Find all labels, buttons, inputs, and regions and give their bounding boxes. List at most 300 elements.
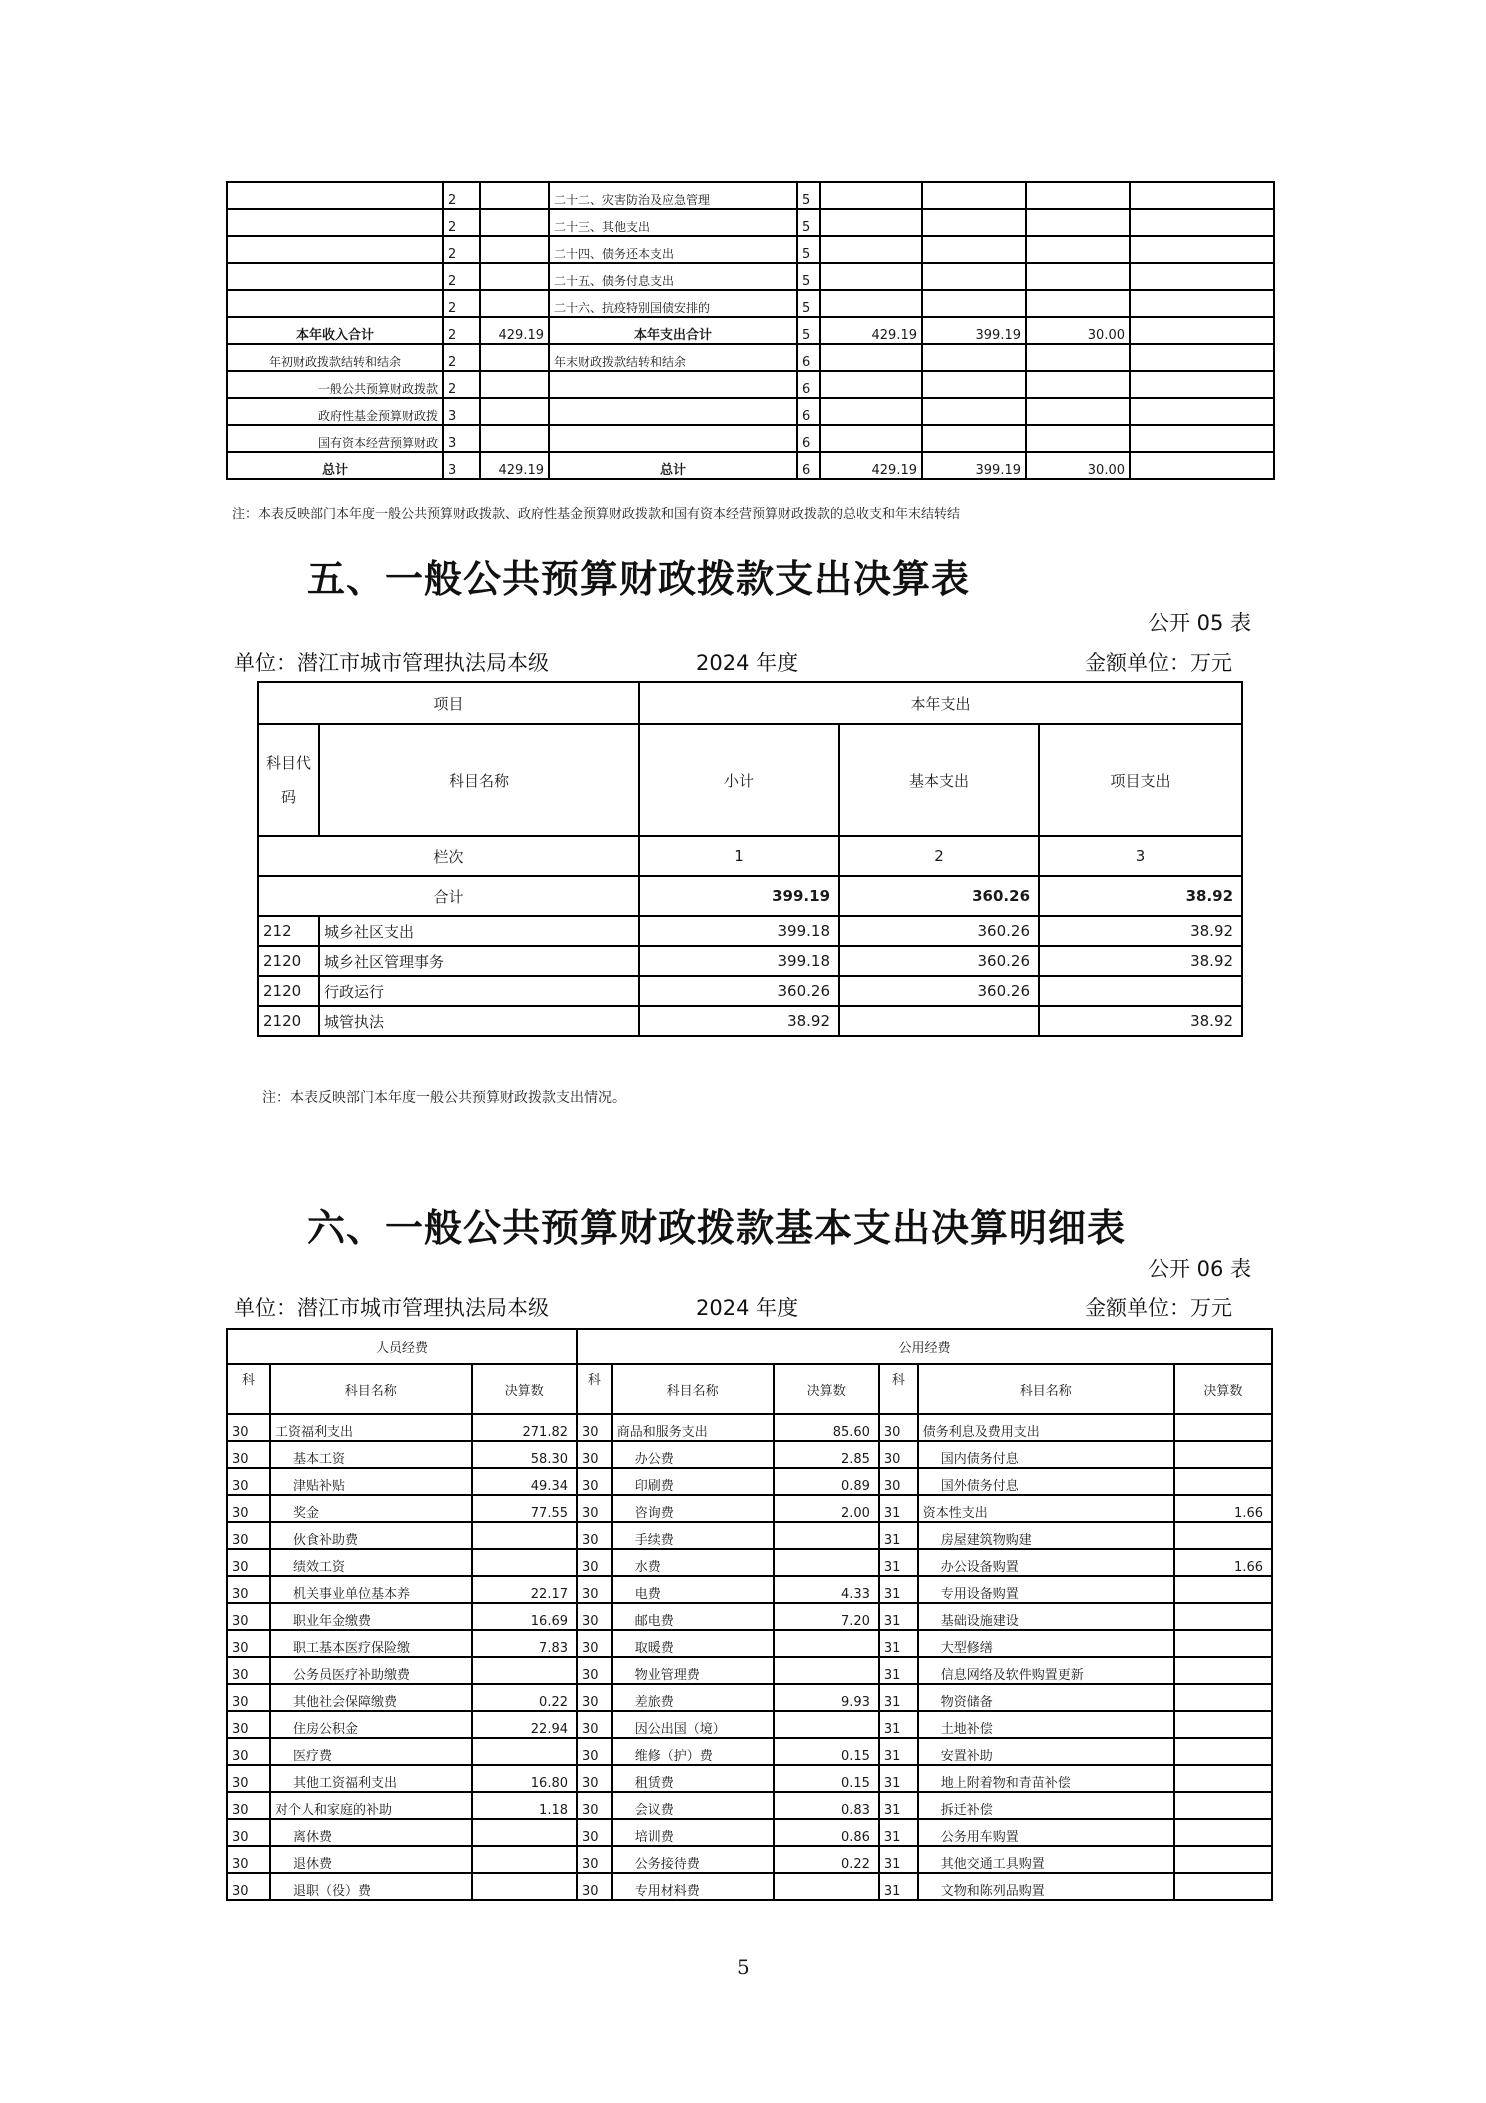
expense-basic [922,209,1026,236]
goods-name: 水费 [612,1549,774,1576]
capital-code: 31 [879,1738,918,1765]
table-row [227,344,1274,371]
basic-value [839,1006,1039,1036]
expense-other [1130,263,1274,290]
subject-name: 城乡社区管理事务 [319,946,639,976]
personnel-amount [472,1846,577,1873]
personnel-code: 30 [227,1603,270,1630]
personnel-amount: 49.34 [472,1468,577,1495]
expense-total [820,425,922,452]
income-label: 总计 [227,452,443,479]
goods-amount: 9.93 [774,1684,879,1711]
personnel-amount: 22.94 [472,1711,577,1738]
table-row [258,976,1242,1006]
capital-name: 基础设施建设 [918,1603,1174,1630]
goods-code: 30 [577,1819,612,1846]
personnel-name: 机关事业单位基本养 [270,1576,472,1603]
table-row [227,1495,1272,1522]
goods-name: 商品和服务支出 [612,1414,774,1441]
subject-code: 2120 [258,1006,319,1036]
table-row [227,1846,1272,1873]
expense-line-no: 6 [797,371,820,398]
personnel-name: 其他社会保障缴费 [270,1684,472,1711]
capital-amount [1174,1846,1272,1873]
expense-other [1130,344,1274,371]
income-line-no: 2 [443,209,480,236]
goods-name: 物业管理费 [612,1657,774,1684]
subject-name: 行政运行 [319,976,639,1006]
personnel-amount [472,1873,577,1900]
goods-code: 30 [577,1711,612,1738]
capital-amount [1174,1468,1272,1495]
expense-label [549,371,797,398]
personnel-amount: 16.80 [472,1765,577,1792]
expense-total [820,290,922,317]
income-line-no: 2 [443,371,480,398]
expense-other [1130,236,1274,263]
table-row [227,263,1274,290]
expense-project [1026,290,1130,317]
personnel-name: 基本工资 [270,1441,472,1468]
expense-basic [922,425,1026,452]
personnel-name: 绩效工资 [270,1549,472,1576]
personnel-name: 津贴补贴 [270,1468,472,1495]
table-row [227,290,1274,317]
expense-other [1130,290,1274,317]
goods-code: 30 [577,1468,612,1495]
goods-code: 30 [577,1765,612,1792]
goods-amount [774,1630,879,1657]
income-amount [480,398,549,425]
expense-line-no: 6 [797,398,820,425]
basic-expenditure-detail-table [226,1328,1273,1901]
header-personnel: 人员经费 [227,1329,577,1364]
capital-name: 专用设备购置 [918,1576,1174,1603]
table-row [227,1819,1272,1846]
expense-line-no: 5 [797,236,820,263]
personnel-amount [472,1549,577,1576]
expense-total [820,371,922,398]
expense-project [1026,425,1130,452]
goods-amount: 2.85 [774,1441,879,1468]
table-row [227,209,1274,236]
personnel-code: 30 [227,1819,270,1846]
capital-name: 公务用车购置 [918,1819,1174,1846]
table-row [227,317,1274,344]
expense-label [549,425,797,452]
table-row [227,1873,1272,1900]
subtotal-value: 399.18 [639,916,839,946]
total-subtotal: 399.19 [639,876,839,916]
total-label: 合计 [258,876,639,916]
personnel-name: 医疗费 [270,1738,472,1765]
goods-code: 30 [577,1738,612,1765]
capital-amount [1174,1630,1272,1657]
header-amount-2: 决算数 [774,1364,879,1414]
expense-label: 二十三、其他支出 [549,209,797,236]
table-row [258,916,1242,946]
expense-project [1026,209,1130,236]
income-label [227,263,443,290]
income-line-no: 2 [443,263,480,290]
capital-name: 拆迁补偿 [918,1792,1174,1819]
general-budget-expenditure-table [257,681,1243,1037]
capital-amount [1174,1711,1272,1738]
goods-name: 印刷费 [612,1468,774,1495]
table5-unit: 单位：潜江市城市管理执法局本级 [234,651,549,675]
table-row [227,1792,1272,1819]
expense-basic [922,236,1026,263]
header-line-label: 栏次 [258,836,639,876]
capital-amount [1174,1792,1272,1819]
expense-other [1130,182,1274,209]
goods-amount: 0.89 [774,1468,879,1495]
expense-label: 二十五、债务付息支出 [549,263,797,290]
capital-name: 国外债务付息 [918,1468,1174,1495]
personnel-code: 30 [227,1738,270,1765]
table-row [227,1684,1272,1711]
table6-amount-unit: 金额单位：万元 [1085,1296,1232,1320]
personnel-amount: 58.30 [472,1441,577,1468]
income-line-no: 2 [443,317,480,344]
expense-line-no: 5 [797,317,820,344]
capital-amount [1174,1414,1272,1441]
personnel-amount: 77.55 [472,1495,577,1522]
table-row [227,1441,1272,1468]
income-expense-table-continued [226,181,1275,480]
personnel-name: 退职（役）费 [270,1873,472,1900]
table5-year: 2024 年度 [696,651,799,675]
personnel-code: 30 [227,1684,270,1711]
expense-basic: 399.19 [922,317,1026,344]
goods-name: 差旅费 [612,1684,774,1711]
personnel-name: 离休费 [270,1819,472,1846]
capital-amount: 1.66 [1174,1549,1272,1576]
header-amount-3: 决算数 [1174,1364,1272,1414]
goods-code: 30 [577,1657,612,1684]
table-row [227,1630,1272,1657]
goods-code: 30 [577,1441,612,1468]
header-name-2: 科目名称 [612,1364,774,1414]
income-amount: 429.19 [480,452,549,479]
income-line-no: 3 [443,398,480,425]
income-amount [480,182,549,209]
expense-line-no: 5 [797,263,820,290]
expense-total [820,209,922,236]
expense-label [549,398,797,425]
income-label: 一般公共预算财政拨款 [227,371,443,398]
table-row [227,425,1274,452]
expense-label: 年末财政拨款结转和结余 [549,344,797,371]
personnel-name: 职工基本医疗保险缴 [270,1630,472,1657]
table-row [227,1414,1272,1441]
expense-line-no: 5 [797,209,820,236]
expense-total [820,236,922,263]
table-row [227,452,1274,479]
table-row [258,946,1242,976]
capital-amount [1174,1684,1272,1711]
expense-other [1130,209,1274,236]
table-row [227,1522,1272,1549]
goods-amount [774,1522,879,1549]
project-value: 38.92 [1039,1006,1242,1036]
expense-total [820,263,922,290]
expense-other [1130,317,1274,344]
capital-code: 31 [879,1495,918,1522]
capital-name: 土地补偿 [918,1711,1174,1738]
table5-note: 注：本表反映部门本年度一般公共预算财政拨款支出情况。 [262,1090,626,1106]
capital-amount [1174,1441,1272,1468]
capital-name: 房屋建筑物购建 [918,1522,1174,1549]
personnel-code: 30 [227,1468,270,1495]
table-note: 注：本表反映部门本年度一般公共预算财政拨款、政府性基金预算财政拨款和国有资本经营预算财政拨款的总收支和年末结转结 [232,507,961,522]
goods-name: 电费 [612,1576,774,1603]
header-code-1: 科 [227,1364,270,1414]
expense-project [1026,398,1130,425]
personnel-code: 30 [227,1711,270,1738]
expense-project: 30.00 [1026,317,1130,344]
table-row [227,1765,1272,1792]
income-amount [480,425,549,452]
subject-code: 2120 [258,946,319,976]
basic-value: 360.26 [839,946,1039,976]
capital-code: 31 [879,1657,918,1684]
table-row [227,1549,1272,1576]
table-row [227,398,1274,425]
capital-name: 其他交通工具购置 [918,1846,1174,1873]
capital-name: 文物和陈列品购置 [918,1873,1174,1900]
goods-amount: 7.20 [774,1603,879,1630]
page-number: 5 [737,1955,750,1979]
personnel-code: 30 [227,1765,270,1792]
personnel-code: 30 [227,1522,270,1549]
header-subtotal: 小计 [639,724,839,836]
capital-name: 办公设备购置 [918,1549,1174,1576]
income-line-no: 2 [443,182,480,209]
capital-name: 国内债务付息 [918,1441,1174,1468]
personnel-name: 退休费 [270,1846,472,1873]
table-row [258,1006,1242,1036]
goods-amount: 0.15 [774,1738,879,1765]
table6-year: 2024 年度 [696,1296,799,1320]
project-value: 38.92 [1039,946,1242,976]
expense-project [1026,371,1130,398]
basic-value: 360.26 [839,976,1039,1006]
capital-amount [1174,1576,1272,1603]
total-row [258,876,1242,916]
income-line-no: 2 [443,290,480,317]
goods-code: 30 [577,1684,612,1711]
personnel-name: 职业年金缴费 [270,1603,472,1630]
goods-amount: 85.60 [774,1414,879,1441]
expense-line-no: 6 [797,425,820,452]
personnel-name: 公务员医疗补助缴费 [270,1657,472,1684]
goods-amount [774,1711,879,1738]
expense-total [820,344,922,371]
personnel-code: 30 [227,1414,270,1441]
income-label: 国有资本经营预算财政 [227,425,443,452]
goods-code: 30 [577,1522,612,1549]
expense-other [1130,452,1274,479]
goods-amount [774,1873,879,1900]
capital-amount [1174,1657,1272,1684]
table-row [227,1603,1272,1630]
goods-amount: 0.15 [774,1765,879,1792]
personnel-name: 奖金 [270,1495,472,1522]
expense-line-no: 6 [797,344,820,371]
table-row [227,182,1274,209]
header-code: 科目代码 [258,724,319,836]
table-row [227,1576,1272,1603]
table5-form-no: 公开 05 表 [1148,611,1252,635]
goods-code: 30 [577,1549,612,1576]
expense-project: 30.00 [1026,452,1130,479]
goods-amount: 0.22 [774,1846,879,1873]
personnel-name: 对个人和家庭的补助 [270,1792,472,1819]
expense-line-no: 5 [797,182,820,209]
capital-amount [1174,1819,1272,1846]
personnel-code: 30 [227,1873,270,1900]
capital-amount [1174,1738,1272,1765]
income-line-no: 2 [443,344,480,371]
expense-project [1026,236,1130,263]
header-line2: 2 [839,836,1039,876]
income-label: 年初财政拨款结转和结余 [227,344,443,371]
expense-label: 本年支出合计 [549,317,797,344]
subtotal-value: 38.92 [639,1006,839,1036]
expense-basic [922,344,1026,371]
capital-name: 地上附着物和青苗补偿 [918,1765,1174,1792]
subject-code: 2120 [258,976,319,1006]
subject-code: 212 [258,916,319,946]
expense-total: 429.19 [820,317,922,344]
capital-code: 31 [879,1792,918,1819]
goods-name: 租赁费 [612,1765,774,1792]
expense-basic [922,263,1026,290]
personnel-amount: 16.69 [472,1603,577,1630]
header-name: 科目名称 [319,724,639,836]
goods-name: 专用材料费 [612,1873,774,1900]
header-name-1: 科目名称 [270,1364,472,1414]
capital-amount [1174,1873,1272,1900]
capital-code: 31 [879,1630,918,1657]
personnel-amount: 271.82 [472,1414,577,1441]
goods-amount [774,1657,879,1684]
expense-project [1026,263,1130,290]
goods-name: 维修（护）费 [612,1738,774,1765]
goods-code: 30 [577,1603,612,1630]
subtotal-value: 360.26 [639,976,839,1006]
capital-code: 31 [879,1873,918,1900]
expense-other [1130,425,1274,452]
total-basic: 360.26 [839,876,1039,916]
capital-code: 31 [879,1765,918,1792]
expense-basic: 399.19 [922,452,1026,479]
goods-name: 办公费 [612,1441,774,1468]
personnel-code: 30 [227,1549,270,1576]
expense-label: 总计 [549,452,797,479]
goods-name: 因公出国（境） [612,1711,774,1738]
basic-value: 360.26 [839,916,1039,946]
table-row [227,1468,1272,1495]
capital-code: 31 [879,1711,918,1738]
capital-name: 资本性支出 [918,1495,1174,1522]
income-amount [480,371,549,398]
header-code-2: 科 [577,1364,612,1414]
personnel-code: 30 [227,1792,270,1819]
goods-amount [774,1549,879,1576]
capital-code: 30 [879,1441,918,1468]
table-row [227,371,1274,398]
personnel-name: 工资福利支出 [270,1414,472,1441]
personnel-amount: 0.22 [472,1684,577,1711]
personnel-amount [472,1657,577,1684]
goods-code: 30 [577,1576,612,1603]
header-line3: 3 [1039,836,1242,876]
capital-amount [1174,1522,1272,1549]
expense-label: 二十四、债务还本支出 [549,236,797,263]
subject-name: 城乡社区支出 [319,916,639,946]
personnel-name: 其他工资福利支出 [270,1765,472,1792]
expense-basic [922,290,1026,317]
header-public: 公用经费 [577,1329,1272,1364]
header-amount-1: 决算数 [472,1364,577,1414]
header-current-exp: 本年支出 [639,682,1242,724]
income-label [227,209,443,236]
personnel-amount: 7.83 [472,1630,577,1657]
expense-total [820,182,922,209]
personnel-name: 住房公积金 [270,1711,472,1738]
header-project: 项目支出 [1039,724,1242,836]
personnel-amount [472,1522,577,1549]
table5-amount-unit: 金额单位：万元 [1085,651,1232,675]
goods-code: 30 [577,1414,612,1441]
table-row [227,1657,1272,1684]
goods-code: 30 [577,1846,612,1873]
income-label [227,182,443,209]
capital-code: 30 [879,1414,918,1441]
personnel-amount [472,1738,577,1765]
income-label: 本年收入合计 [227,317,443,344]
income-line-no: 3 [443,452,480,479]
income-amount [480,290,549,317]
table6-form-no: 公开 06 表 [1148,1257,1252,1281]
subject-name: 城管执法 [319,1006,639,1036]
personnel-code: 30 [227,1846,270,1873]
income-label: 政府性基金预算财政拨 [227,398,443,425]
capital-code: 30 [879,1468,918,1495]
project-value: 38.92 [1039,916,1242,946]
table-row [227,1711,1272,1738]
capital-name: 物资储备 [918,1684,1174,1711]
expense-line-no: 5 [797,290,820,317]
personnel-code: 30 [227,1495,270,1522]
header-code-3: 科 [879,1364,918,1414]
expense-basic [922,182,1026,209]
goods-code: 30 [577,1630,612,1657]
capital-code: 31 [879,1603,918,1630]
goods-name: 取暖费 [612,1630,774,1657]
goods-code: 30 [577,1792,612,1819]
table6-unit: 单位：潜江市城市管理执法局本级 [234,1296,549,1320]
expense-other [1130,398,1274,425]
expense-other [1130,371,1274,398]
income-label [227,290,443,317]
header-line1: 1 [639,836,839,876]
table-row [227,1738,1272,1765]
capital-amount [1174,1765,1272,1792]
total-project: 38.92 [1039,876,1242,916]
